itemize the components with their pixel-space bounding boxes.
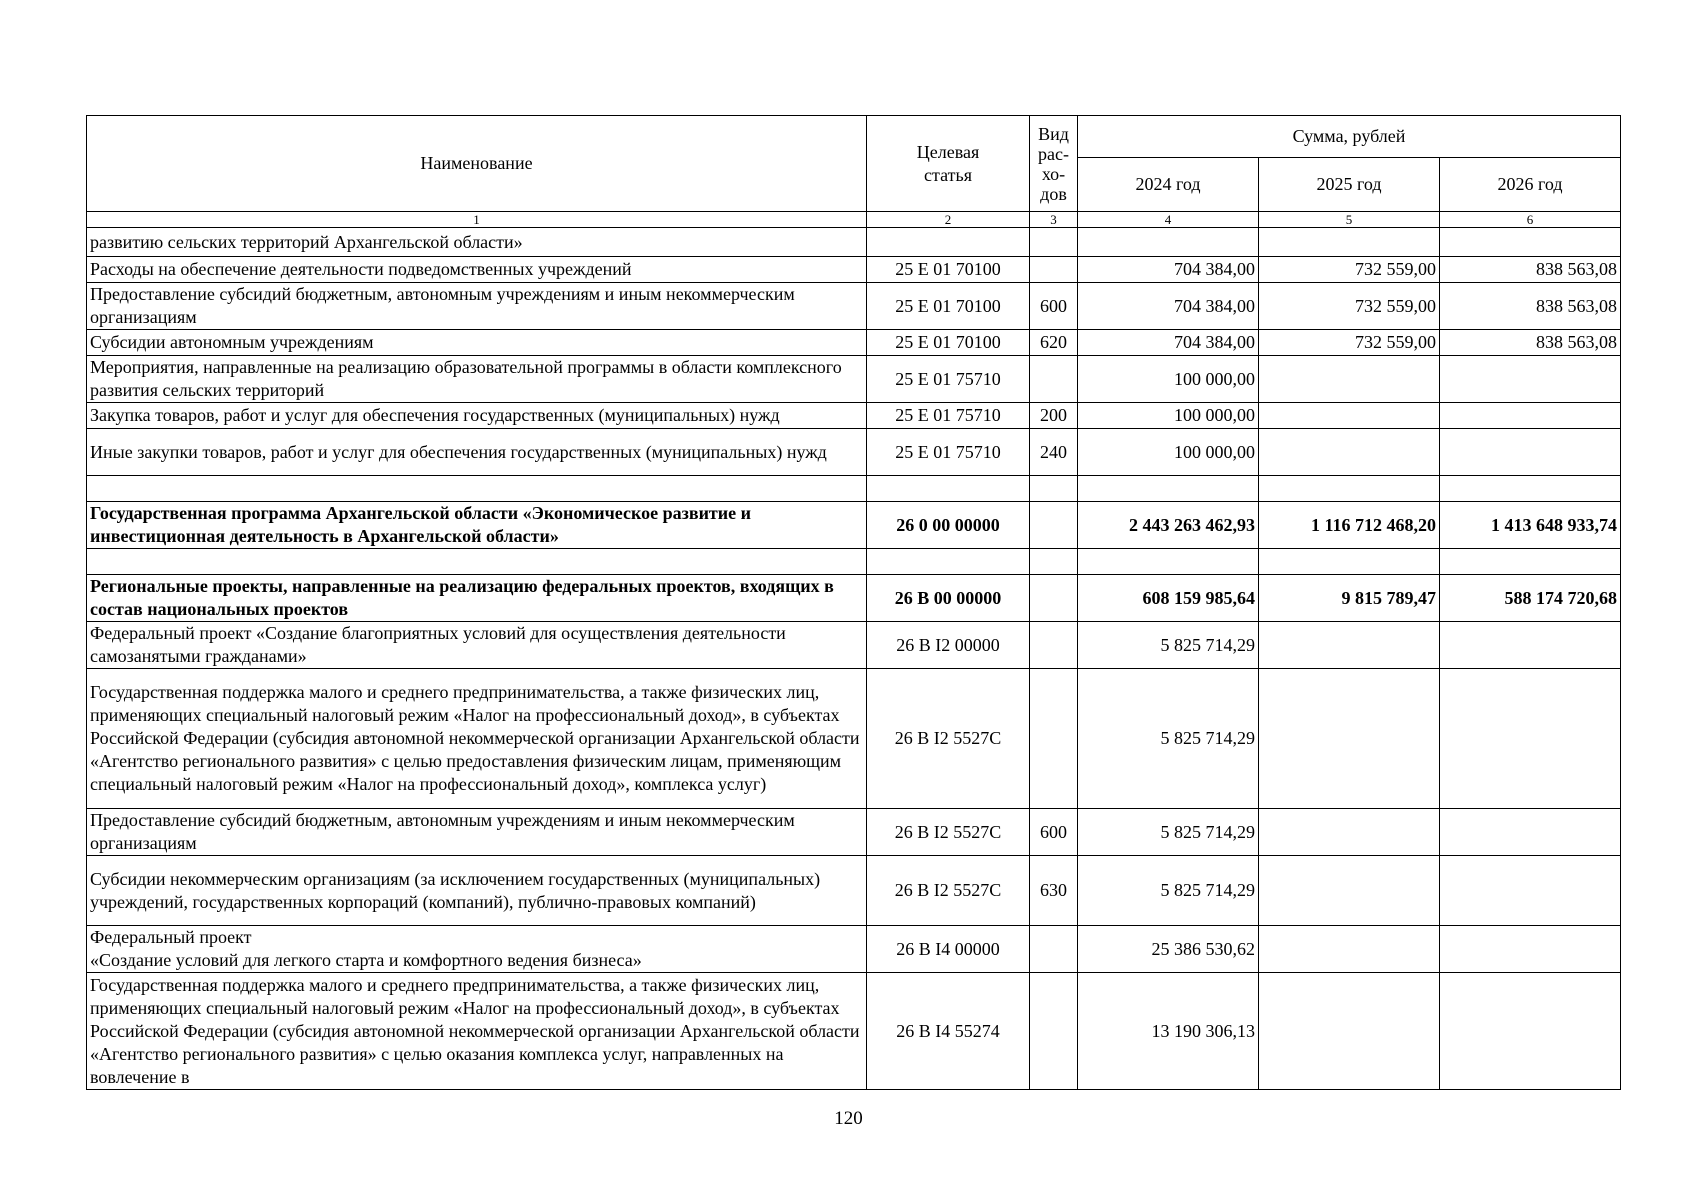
row-sum-2024: 704 384,00 (1078, 257, 1259, 283)
row-target: 26 В I4 55274 (867, 973, 1030, 1090)
row-kind: 200 (1030, 403, 1078, 429)
row-sum-2024: 608 159 985,64 (1078, 575, 1259, 622)
col-num-4: 4 (1078, 212, 1259, 228)
row-name: Субсидии автономным учреждениям (87, 330, 867, 356)
row-target: 25 Е 01 75710 (867, 429, 1030, 476)
column-number-row (87, 212, 1621, 228)
row-sum-2025 (1259, 973, 1440, 1090)
row-sum-2024 (1078, 228, 1259, 257)
header-name: Наименование (87, 116, 867, 212)
row-kind: 240 (1030, 429, 1078, 476)
page-number: 120 (834, 1108, 863, 1129)
row-sum-2025: 1 116 712 468,20 (1259, 502, 1440, 549)
table-row (87, 622, 1621, 669)
row-target: 25 Е 01 70100 (867, 283, 1030, 330)
header-2025: 2025 год (1259, 158, 1440, 212)
row-sum-2025: 732 559,00 (1259, 257, 1440, 283)
row-kind (1030, 669, 1078, 809)
row-name: развитию сельских территорий Архангельской области» (87, 228, 867, 257)
row-name: Предоставление субсидий бюджетным, автономным учреждениям и иным некоммерческим организациям (87, 809, 867, 856)
table-row (87, 549, 1621, 575)
row-kind (1030, 926, 1078, 973)
row-name (87, 476, 867, 502)
header-2024: 2024 год (1078, 158, 1259, 212)
row-sum-2025: 9 815 789,47 (1259, 575, 1440, 622)
row-target (867, 476, 1030, 502)
row-kind (1030, 502, 1078, 549)
row-target: 26 В I4 00000 (867, 926, 1030, 973)
row-kind (1030, 257, 1078, 283)
row-target: 26 0 00 00000 (867, 502, 1030, 549)
header-sum: Сумма, рублей (1078, 116, 1621, 158)
row-name: Расходы на обеспечение деятельности подведомственных учреждений (87, 257, 867, 283)
row-target: 25 Е 01 75710 (867, 356, 1030, 403)
row-sum-2026: 838 563,08 (1440, 330, 1621, 356)
row-sum-2026 (1440, 429, 1621, 476)
row-target: 26 В I2 5527С (867, 669, 1030, 809)
row-target: 25 Е 01 70100 (867, 330, 1030, 356)
row-name: Государственная поддержка малого и среднего предпринимательства, а также физических лиц, применяющих специальный налоговый режим «Налог на профессиональный доход», в субъектах Российской Федерации (субсидия автономной некоммерческой организации Архангельской области «Агентство регионального развития» с целью предоставления физическим лицам, применяющим специальный налоговый режим «Налог на профессиональный доход», комплекса услуг) (87, 669, 867, 809)
row-sum-2026 (1440, 622, 1621, 669)
row-sum-2025 (1259, 403, 1440, 429)
row-sum-2025 (1259, 356, 1440, 403)
col-num-6: 6 (1440, 212, 1621, 228)
table-row (87, 669, 1621, 809)
row-sum-2024: 5 825 714,29 (1078, 669, 1259, 809)
row-sum-2025 (1259, 809, 1440, 856)
table-row (87, 856, 1621, 926)
row-kind (1030, 622, 1078, 669)
row-kind: 600 (1030, 809, 1078, 856)
row-sum-2026: 838 563,08 (1440, 257, 1621, 283)
header-row-1 (87, 116, 1621, 158)
col-num-2: 2 (867, 212, 1030, 228)
row-sum-2025 (1259, 926, 1440, 973)
row-sum-2026 (1440, 973, 1621, 1090)
table-row (87, 356, 1621, 403)
table-row (87, 973, 1621, 1090)
row-name: Государственная программа Архангельской области «Экономическое развитие и инвестиционная деятельность в Архангельской области» (87, 502, 867, 549)
row-name: Региональные проекты, направленные на реализацию федеральных проектов, входящих в состав национальных проектов (87, 575, 867, 622)
table-row (87, 926, 1621, 973)
row-target: 26 В I2 5527С (867, 856, 1030, 926)
table-row (87, 330, 1621, 356)
row-sum-2024 (1078, 476, 1259, 502)
row-sum-2026 (1440, 856, 1621, 926)
row-target: 26 В I2 5527С (867, 809, 1030, 856)
table-row (87, 575, 1621, 622)
row-kind (1030, 356, 1078, 403)
row-target: 25 Е 01 70100 (867, 257, 1030, 283)
row-sum-2026 (1440, 549, 1621, 575)
row-sum-2024: 5 825 714,29 (1078, 622, 1259, 669)
row-kind (1030, 973, 1078, 1090)
row-target: 26 В 00 00000 (867, 575, 1030, 622)
table-row (87, 283, 1621, 330)
row-sum-2024: 25 386 530,62 (1078, 926, 1259, 973)
row-kind: 620 (1030, 330, 1078, 356)
row-sum-2026 (1440, 403, 1621, 429)
budget-table (86, 115, 1621, 1090)
row-sum-2026 (1440, 926, 1621, 973)
header-target: Целевая статья (867, 116, 1030, 212)
table-row (87, 809, 1621, 856)
row-sum-2025 (1259, 669, 1440, 809)
row-sum-2024: 2 443 263 462,93 (1078, 502, 1259, 549)
row-target (867, 228, 1030, 257)
row-sum-2024: 100 000,00 (1078, 403, 1259, 429)
table-row (87, 228, 1621, 257)
table-row (87, 403, 1621, 429)
row-name: Федеральный проект «Создание условий для легкого старта и комфортного ведения бизнеса» (87, 926, 867, 973)
row-target: 26 В I2 00000 (867, 622, 1030, 669)
row-sum-2025 (1259, 429, 1440, 476)
row-sum-2026: 838 563,08 (1440, 283, 1621, 330)
row-kind: 630 (1030, 856, 1078, 926)
col-num-1: 1 (87, 212, 867, 228)
row-sum-2025: 732 559,00 (1259, 283, 1440, 330)
table-row (87, 257, 1621, 283)
row-sum-2026 (1440, 356, 1621, 403)
header-kind: Вид рас- хо- дов (1030, 116, 1078, 212)
row-sum-2024 (1078, 549, 1259, 575)
row-name: Предоставление субсидий бюджетным, автономным учреждениям и иным некоммерческим организациям (87, 283, 867, 330)
row-kind (1030, 549, 1078, 575)
row-sum-2024: 704 384,00 (1078, 330, 1259, 356)
row-sum-2026 (1440, 228, 1621, 257)
row-sum-2025: 732 559,00 (1259, 330, 1440, 356)
row-kind: 600 (1030, 283, 1078, 330)
row-name: Субсидии некоммерческим организациям (за исключением государственных (муниципальных) учреждений, государственных корпораций (компаний), публично-правовых компаний) (87, 856, 867, 926)
row-target (867, 549, 1030, 575)
row-sum-2024: 5 825 714,29 (1078, 856, 1259, 926)
row-sum-2025 (1259, 856, 1440, 926)
row-sum-2024: 5 825 714,29 (1078, 809, 1259, 856)
row-sum-2026: 1 413 648 933,74 (1440, 502, 1621, 549)
table-row (87, 476, 1621, 502)
table-row (87, 429, 1621, 476)
row-sum-2025 (1259, 622, 1440, 669)
row-name: Федеральный проект «Создание благоприятных условий для осуществления деятельности самозанятыми гражданами» (87, 622, 867, 669)
row-name: Иные закупки товаров, работ и услуг для обеспечения государственных (муниципальных) нужд (87, 429, 867, 476)
row-sum-2024: 100 000,00 (1078, 429, 1259, 476)
row-sum-2025 (1259, 549, 1440, 575)
row-sum-2024: 100 000,00 (1078, 356, 1259, 403)
row-sum-2026 (1440, 476, 1621, 502)
row-sum-2025 (1259, 476, 1440, 502)
row-sum-2026: 588 174 720,68 (1440, 575, 1621, 622)
row-sum-2024: 704 384,00 (1078, 283, 1259, 330)
table-row (87, 502, 1621, 549)
header-2026: 2026 год (1440, 158, 1621, 212)
row-kind (1030, 228, 1078, 257)
row-kind (1030, 476, 1078, 502)
row-target: 25 Е 01 75710 (867, 403, 1030, 429)
row-sum-2026 (1440, 809, 1621, 856)
row-sum-2025 (1259, 228, 1440, 257)
row-name (87, 549, 867, 575)
row-name: Мероприятия, направленные на реализацию образовательной программы в области комплексного развития сельских территорий (87, 356, 867, 403)
row-name: Государственная поддержка малого и среднего предпринимательства, а также физических лиц, применяющих специальный налоговый режим «Налог на профессиональный доход», в субъектах Российской Федерации (субсидия автономной некоммерческой организации Архангельской области «Агентство регионального развития» с целью оказания комплекса услуг, направленных на вовлечение в (87, 973, 867, 1090)
row-sum-2026 (1440, 669, 1621, 809)
row-kind (1030, 575, 1078, 622)
row-sum-2024: 13 190 306,13 (1078, 973, 1259, 1090)
col-num-3: 3 (1030, 212, 1078, 228)
row-name: Закупка товаров, работ и услуг для обеспечения государственных (муниципальных) нужд (87, 403, 867, 429)
col-num-5: 5 (1259, 212, 1440, 228)
